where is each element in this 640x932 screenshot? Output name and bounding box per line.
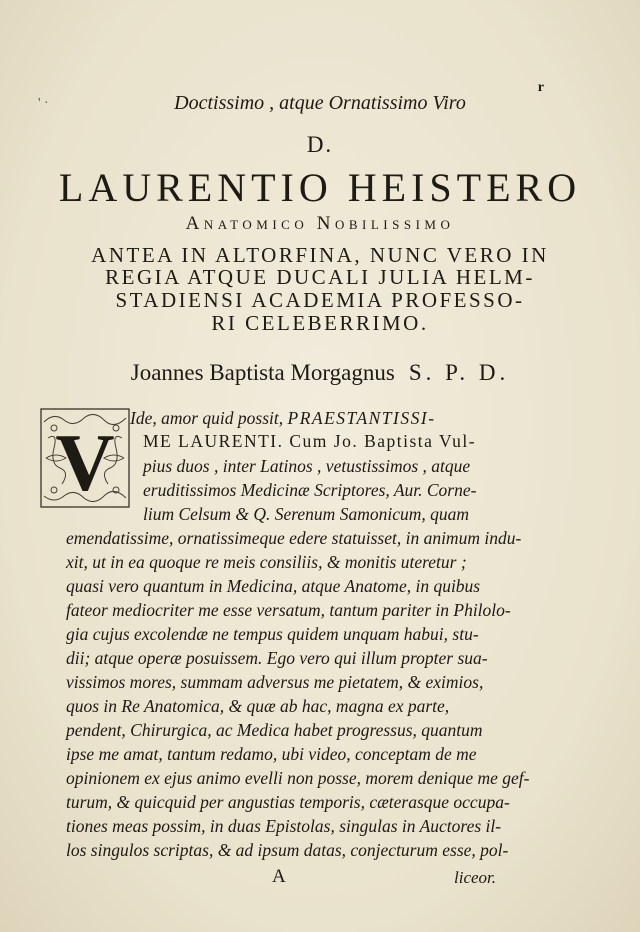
epithet-word-rest: OBILISSIMO bbox=[334, 217, 455, 232]
signature-mark: A bbox=[272, 866, 286, 887]
body-line-15: ipse me amat, tantum redamo, ubi video, conceptam de me bbox=[66, 744, 477, 764]
body-line-19: los singulos scriptas, & ad ipsum datas, conjecturum esse, pol- bbox=[66, 840, 509, 860]
body-line-6: emendatissime, ornatissimeque edere statuisset, in animum indu- bbox=[66, 528, 522, 548]
epithet-word-initial: N bbox=[316, 213, 335, 234]
dedication-d: D. bbox=[306, 132, 334, 157]
body-line-4: eruditissimos Medicinæ Scriptores, Aur. Corne- bbox=[143, 480, 477, 500]
body-line-17: turum, & quicquid per angustias temporis, cæterasque occupa- bbox=[66, 792, 510, 812]
body-line-1-italic: Ide, amor quid possit, bbox=[130, 408, 288, 428]
title-line-3: STADIENSI ACADEMIA PROFESSO- bbox=[115, 288, 525, 312]
body-line-1 bbox=[130, 408, 436, 429]
body-line-18: tiones meas possim, in duas Epistolas, singulas in Auctores il- bbox=[66, 816, 502, 836]
body-line-3: pius duos , inter Latinos , vetustissimos , atque bbox=[143, 456, 471, 476]
body-line-7: xit, ut in ea quoque re meis consiliis, & monitis uteretur ; bbox=[66, 552, 467, 572]
title-line-2: REGIA ATQUE DUCALI JULIA HELM- bbox=[105, 265, 535, 289]
body-line-16: opinionem ex ejus animo evelli non posse, morem denique me gef- bbox=[66, 768, 530, 788]
body-line-11: dii; atque operæ posuissem. Ego vero qui illum propter sua- bbox=[66, 648, 488, 668]
margin-mark: ' · bbox=[38, 96, 49, 111]
title-line-1: ANTEA IN ALTORFINA, NUNC VERO IN bbox=[91, 243, 549, 267]
body-line-10: gia cujus excolendæ ne tempus quidem unquam habui, stu- bbox=[66, 624, 479, 644]
epithet-word-initial: A bbox=[185, 213, 204, 234]
epithet-word-rest: NATOMICO bbox=[203, 217, 309, 232]
body-line-8: quasi vero quantum in Medicina, atque Anatome, in quibus bbox=[66, 576, 481, 596]
body-line-5: lium Celsum & Q. Serenum Samonicum, quam bbox=[143, 504, 469, 524]
body-line-13: quos in Re Anatomica, & quæ ab hac, magna ex parte, bbox=[66, 696, 450, 716]
title-line-4: RI CELEBERRIMO. bbox=[211, 311, 429, 335]
epithet-text bbox=[185, 213, 455, 234]
author-line bbox=[0, 360, 640, 386]
dedication-line: Doctissimo , atque Ornatissimo Viro bbox=[174, 92, 466, 114]
author-salutation: S. P. D. bbox=[408, 360, 510, 385]
decorated-initial-v bbox=[40, 408, 130, 508]
body-line-2: ME LAURENTI. Cum Jo. Baptista Vul- bbox=[143, 431, 477, 451]
body-line-14: pendent, Chirurgica, ac Medica habet progressus, quantum bbox=[66, 720, 483, 740]
page-folio: r bbox=[537, 80, 544, 95]
recipient-epithet bbox=[0, 213, 640, 235]
body-line-12: vissimos mores, summam adversus me pietatem, & eximios, bbox=[66, 672, 484, 692]
body-line-9: fateor mediocriter me esse versatum, tantum pariter in Philolo- bbox=[66, 600, 511, 620]
initial-glyph: V bbox=[55, 417, 115, 508]
recipient-name: LAURENTIO HEISTERO bbox=[58, 165, 582, 210]
body-line-1-caps: PRAESTANTISSI- bbox=[287, 408, 436, 428]
catchword: liceor. bbox=[454, 868, 497, 887]
author-name: Joannes Baptista Morgagnus bbox=[130, 360, 395, 385]
